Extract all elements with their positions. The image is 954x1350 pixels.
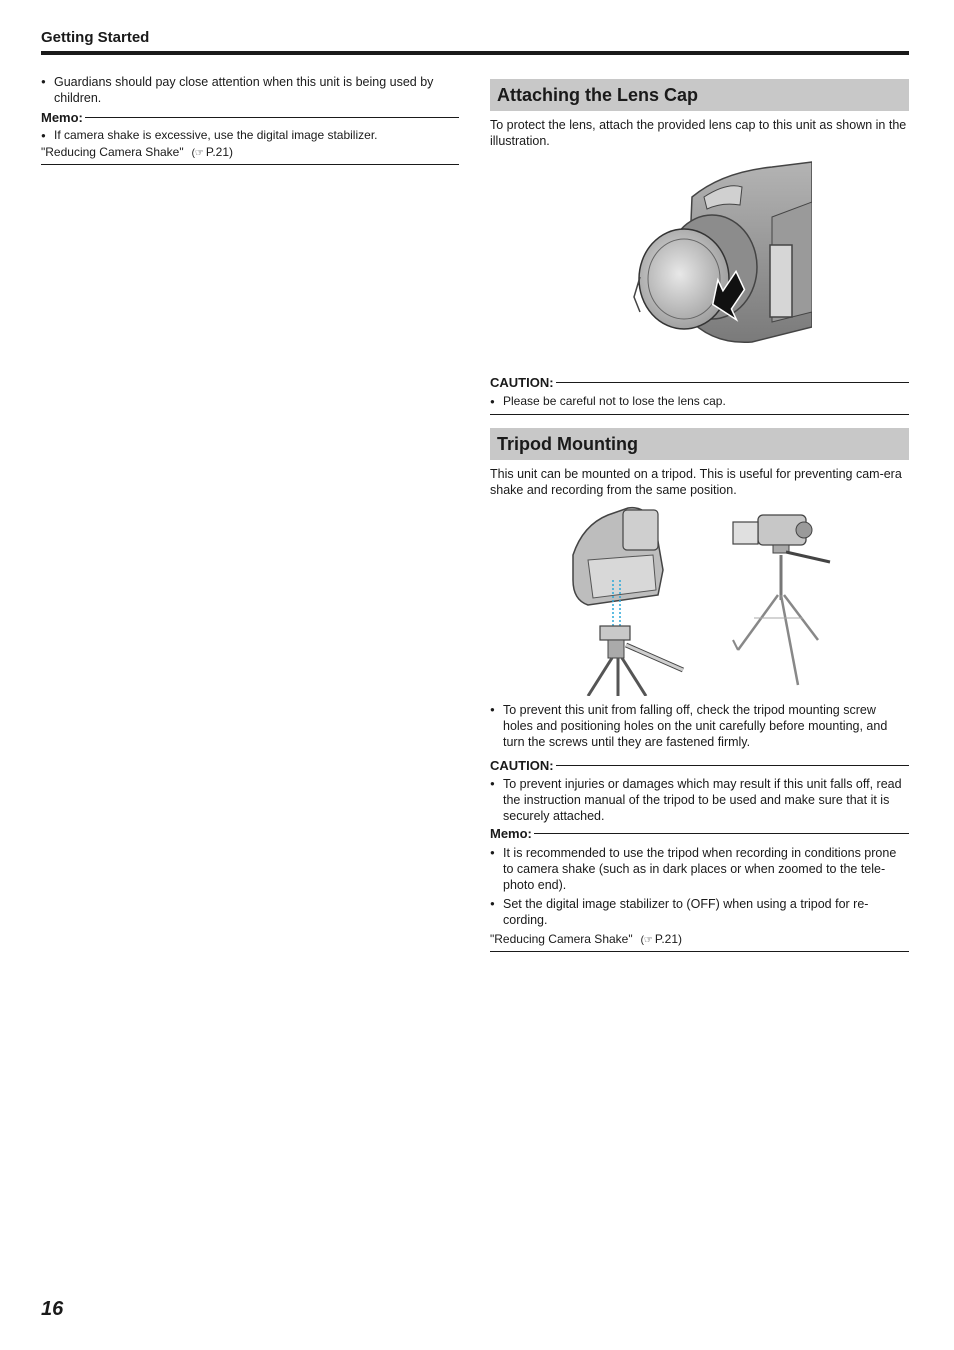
tripod-caution-label: CAUTION: — [490, 757, 554, 773]
guardians-bullet: ● Guardians should pay close attention when this unit is being used by children. — [41, 74, 459, 106]
tripod-mounting-figure — [568, 500, 832, 696]
tripod-caution-heading — [490, 758, 909, 773]
memo-label: Memo: — [41, 110, 83, 125]
tripod-section-title: Tripod Mounting — [490, 428, 909, 460]
lens-cap-caution-bullet: ● Please be careful not to lose the lens cap. — [490, 394, 909, 410]
tripod-memo-label: Memo: — [490, 825, 532, 841]
tripod-memo-bullet-2 — [490, 896, 909, 928]
memo-reference-link[interactable]: "Reducing Camera Shake" (☞ P.21) — [41, 144, 234, 159]
memo-bullet: ● If camera shake is excessive, use the digital image stabilizer. — [41, 128, 459, 144]
pointing-hand-icon: (☞ — [640, 934, 653, 946]
tripod-screw-bullet: ● To prevent this unit from falling off, check the tripod mounting screw holes and positioning holes on the unit carefully before mounting, and turn the screws until they are fastened firmly. — [490, 702, 909, 750]
tripod-memo-ref-text: "Reducing Camera Shake" — [490, 931, 633, 946]
left-column — [41, 74, 459, 165]
pointing-hand-icon: (☞ — [191, 147, 204, 159]
memo-ref-page: P.21 — [205, 144, 230, 159]
tripod-memo-bullet-2-text: Set the digital image stabilizer to (OFF) when using a tripod for re-cording. — [503, 896, 869, 927]
lens-cap-caution-heading — [490, 375, 909, 390]
caution-label: CAUTION: — [490, 375, 554, 390]
camcorder-lens-cap-figure — [632, 157, 812, 347]
memo-ref-text: "Reducing Camera Shake" — [41, 144, 184, 159]
memo-heading — [41, 110, 459, 125]
tripod-caution-bullet: ● To prevent injuries or damages which may result if this unit falls off, read the instruction manual of the tripod to be used and make sure that it is securely attached. — [490, 776, 909, 824]
memo-end-rule — [41, 164, 459, 165]
tripod-description: This unit can be mounted on a tripod. This is useful for preventing cam-era shake and recording from the same position. — [490, 466, 902, 497]
tripod-memo-end-rule — [490, 951, 909, 952]
header-rule — [41, 51, 909, 55]
lens-cap-section-title: Attaching the Lens Cap — [490, 79, 909, 111]
page-number: 16 — [41, 1298, 64, 1320]
lens-cap-description: To protect the lens, attach the provided lens cap to this unit as shown in the illustration. — [490, 118, 907, 148]
lens-cap-caution-end-rule — [490, 414, 909, 415]
tripod-memo-ref-page: P.21 — [654, 931, 679, 946]
lens-cap-illustration — [632, 157, 812, 347]
right-column — [490, 79, 909, 952]
tripod-illustration — [568, 500, 832, 696]
tripod-memo-reference-link[interactable]: "Reducing Camera Shake" (☞ P.21) — [490, 931, 683, 946]
tripod-memo-bullet-1: ● It is recommended to use the tripod when recording in conditions prone to camera shake (such as in dark places or when zoomed to the tele-photo end). — [490, 845, 909, 893]
page-header-title: Getting Started — [41, 29, 150, 46]
tripod-memo-heading — [490, 826, 909, 841]
